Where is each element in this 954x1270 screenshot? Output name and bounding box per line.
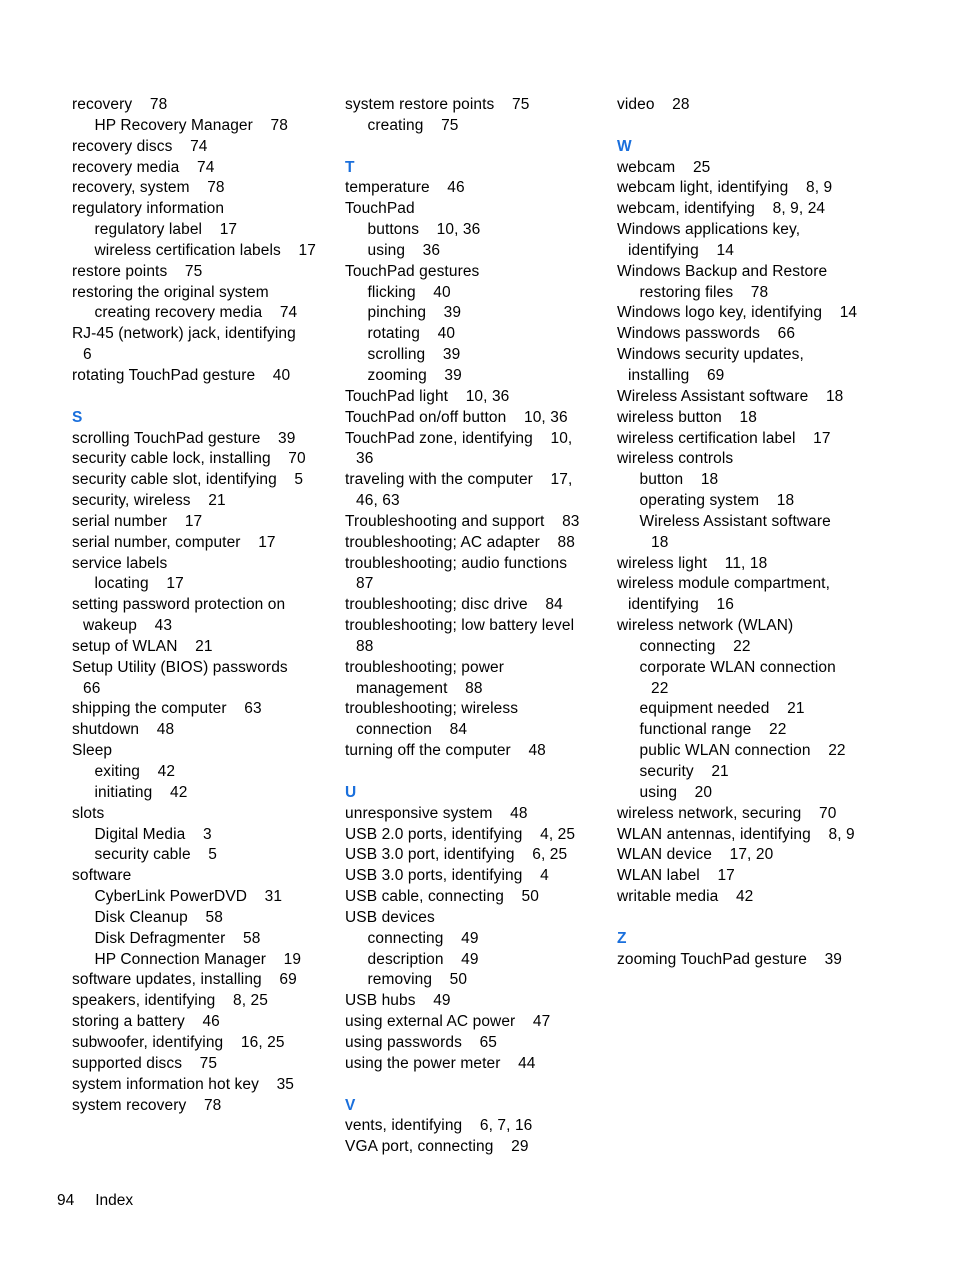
index-subentry: creating 75	[367, 116, 459, 134]
index-entry: shutdown 48	[72, 721, 175, 739]
index-entry: writable media 42	[617, 888, 754, 906]
index-column-1	[72, 95, 337, 1116]
index-entry-continuation: 46, 63	[356, 492, 400, 510]
index-subentry: exiting 42	[94, 763, 176, 780]
index-subentry: rotating 40	[367, 325, 456, 343]
index-subentry: connecting 22	[639, 637, 751, 655]
index-entry: rotating TouchPad gesture 40	[72, 366, 291, 384]
index-entry: Setup Utility (BIOS) passwords	[72, 658, 288, 676]
section-spacer	[617, 116, 882, 137]
footer-section-title: Index	[95, 1192, 134, 1209]
index-entry: wireless network (WLAN)	[617, 617, 794, 635]
index-entry-continuation: management 88	[356, 679, 483, 697]
index-subentry: security cable 5	[94, 846, 218, 864]
index-entry-continuation: wakeup 43	[83, 617, 173, 635]
index-subentry: corporate WLAN connection	[639, 658, 836, 676]
index-entry: using passwords 65	[345, 1033, 498, 1051]
index-entry: wireless module compartment,	[617, 575, 830, 593]
index-entry-continuation: identifying 14	[628, 241, 734, 259]
index-entry: USB hubs 49	[345, 992, 451, 1010]
index-entry: shipping the computer 63	[72, 700, 262, 718]
index-subentry: using 20	[639, 783, 713, 801]
index-entry: Windows Backup and Restore	[617, 262, 828, 280]
index-subentry: Wireless Assistant software	[639, 512, 831, 530]
index-entry: system restore points 75	[345, 96, 530, 113]
index-entry: storing a battery 46	[72, 1013, 220, 1031]
index-entry: restore points 75	[72, 262, 203, 280]
index-entry: wireless light 11, 18	[617, 554, 768, 572]
index-entry: webcam light, identifying 8, 9	[617, 179, 833, 197]
index-entry: Windows passwords 66	[617, 325, 796, 343]
index-entry: system recovery 78	[72, 1096, 222, 1114]
index-subentry: buttons 10, 36	[367, 221, 481, 239]
index-entry: subwoofer, identifying 16, 25	[72, 1033, 285, 1051]
index-entry: recovery discs 74	[72, 137, 208, 155]
index-subentry: operating system 18	[639, 492, 795, 510]
index-column-2	[345, 95, 610, 1158]
index-entry: TouchPad light 10, 36	[345, 387, 510, 405]
index-entry: USB 3.0 ports, identifying 4	[345, 867, 549, 885]
index-subentry: equipment needed 21	[639, 700, 805, 718]
index-subentry: wireless certification labels 17	[94, 241, 316, 259]
index-subentry-continuation: 18	[651, 533, 669, 551]
index-entry: wireless network, securing 70	[617, 804, 837, 822]
index-subentry: description 49	[367, 950, 479, 968]
index-entry: security, wireless 21	[72, 492, 226, 510]
index-subentry: public WLAN connection 22	[639, 742, 846, 760]
index-entry: webcam, identifying 8, 9, 24	[617, 200, 826, 218]
section-spacer	[617, 908, 882, 929]
index-entry: WLAN label 17	[617, 867, 735, 885]
index-entry: USB cable, connecting 50	[345, 888, 539, 906]
index-entry: temperature 46	[345, 179, 465, 197]
index-entry: video 28	[617, 96, 690, 113]
index-entry: troubleshooting; audio functions	[345, 554, 568, 572]
index-entry: restoring the original system	[72, 283, 269, 301]
index-letter-heading: S	[72, 408, 83, 426]
index-entry: troubleshooting; AC adapter 88	[345, 533, 575, 551]
index-subentry: creating recovery media 74	[94, 304, 298, 322]
index-subentry: Digital Media 3	[94, 825, 212, 843]
index-entry: system information hot key 35	[72, 1075, 295, 1093]
index-entry: unresponsive system 48	[345, 804, 528, 822]
index-letter-heading: T	[345, 158, 355, 176]
index-entry-continuation: 87	[356, 575, 374, 593]
index-entry: service labels	[72, 554, 168, 572]
index-subentry: restoring files 78	[639, 283, 769, 301]
index-entry: troubleshooting; low battery level	[345, 617, 575, 635]
index-entry: USB 3.0 port, identifying 6, 25	[345, 846, 568, 864]
index-entry: recovery 78	[72, 96, 168, 113]
index-letter-heading: V	[345, 1096, 356, 1114]
index-entry: serial number, computer 17	[72, 533, 276, 551]
index-entry: Sleep	[72, 742, 113, 760]
index-entry-continuation: identifying 16	[628, 596, 734, 614]
index-entry: using external AC power 47	[345, 1013, 551, 1031]
index-entry: troubleshooting; wireless	[345, 700, 519, 718]
index-subentry: security 21	[639, 763, 729, 780]
index-subentry: Disk Defragmenter 58	[94, 929, 261, 947]
index-subentry: flicking 40	[367, 283, 451, 301]
page-number: 94	[57, 1192, 75, 1209]
index-subentry: zooming 39	[367, 366, 462, 384]
index-entry-continuation: connection 84	[356, 721, 468, 739]
index-entry: Wireless Assistant software 18	[617, 387, 844, 405]
index-entry: scrolling TouchPad gesture 39	[72, 429, 296, 447]
index-entry: setting password protection on	[72, 596, 286, 614]
index-entry: troubleshooting; power	[345, 658, 505, 676]
index-entry: webcam 25	[617, 158, 711, 176]
index-subentry: locating 17	[94, 575, 184, 593]
index-entry: using the power meter 44	[345, 1054, 536, 1072]
index-entry: WLAN device 17, 20	[617, 846, 774, 864]
index-subentry: scrolling 39	[367, 346, 461, 364]
index-entry-continuation: 88	[356, 637, 374, 655]
index-entry: wireless button 18	[617, 408, 757, 426]
index-entry: zooming TouchPad gesture 39	[617, 950, 843, 968]
index-entry-continuation: 36	[356, 450, 374, 468]
index-entry: speakers, identifying 8, 25	[72, 992, 269, 1010]
index-entry: troubleshooting; disc drive 84	[345, 596, 563, 614]
index-subentry: Disk Cleanup 58	[94, 908, 223, 926]
index-entry: slots	[72, 804, 105, 822]
index-entry: Troubleshooting and support 83	[345, 512, 580, 530]
index-entry: software updates, installing 69	[72, 971, 297, 989]
index-entry: traveling with the computer 17,	[345, 471, 573, 489]
index-entry: recovery media 74	[72, 158, 215, 176]
index-subentry-continuation: 22	[651, 679, 669, 697]
index-entry: Windows logo key, identifying 14	[617, 304, 858, 322]
index-subentry: connecting 49	[367, 929, 479, 947]
index-entry: Windows security updates,	[617, 346, 804, 364]
index-entry: vents, identifying 6, 7, 16	[345, 1117, 533, 1135]
index-entry: turning off the computer 48	[345, 742, 546, 760]
index-subentry: HP Connection Manager 19	[94, 950, 302, 968]
index-entry: VGA port, connecting 29	[345, 1138, 529, 1156]
index-entry: software	[72, 867, 132, 885]
index-letter-heading: Z	[617, 929, 627, 947]
index-entry: USB 2.0 ports, identifying 4, 25	[345, 825, 576, 843]
index-entry: security cable lock, installing 70	[72, 450, 306, 468]
index-entry: regulatory information	[72, 200, 225, 218]
index-entry: TouchPad	[345, 200, 415, 218]
index-subentry: CyberLink PowerDVD 31	[94, 888, 283, 906]
section-spacer	[345, 1075, 610, 1096]
index-letter-heading: U	[345, 783, 357, 801]
page-footer	[57, 1190, 133, 1212]
index-entry: recovery, system 78	[72, 179, 225, 197]
index-entry: serial number 17	[72, 512, 203, 530]
index-subentry: regulatory label 17	[94, 221, 238, 239]
index-entry: security cable slot, identifying 5	[72, 471, 304, 489]
index-entry: TouchPad gestures	[345, 262, 480, 280]
index-entry: RJ-45 (network) jack, identifying	[72, 325, 296, 343]
index-subentry: initiating 42	[94, 783, 188, 801]
index-entry: setup of WLAN 21	[72, 637, 213, 655]
index-subentry: HP Recovery Manager 78	[94, 116, 288, 134]
index-entry: wireless certification label 17	[617, 429, 831, 447]
index-subentry: using 36	[367, 241, 441, 259]
index-entry-continuation: 66	[83, 679, 101, 697]
index-subentry: pinching 39	[367, 304, 462, 322]
index-column-3	[617, 95, 882, 970]
index-entry-continuation: installing 69	[628, 366, 725, 384]
index-subentry: removing 50	[367, 971, 468, 989]
index-entry: WLAN antennas, identifying 8, 9	[617, 825, 855, 843]
index-entry-continuation: 6	[83, 346, 92, 364]
section-spacer	[345, 762, 610, 783]
index-subentry: functional range 22	[639, 721, 787, 739]
index-subentry: button 18	[639, 471, 719, 489]
index-entry: supported discs 75	[72, 1054, 218, 1072]
section-spacer	[345, 137, 610, 158]
index-entry: Windows applications key,	[617, 221, 801, 239]
index-entry: wireless controls	[617, 450, 734, 468]
index-entry: TouchPad zone, identifying 10,	[345, 429, 573, 447]
section-spacer	[72, 387, 337, 408]
index-letter-heading: W	[617, 137, 632, 155]
index-entry: USB devices	[345, 908, 435, 926]
index-entry: TouchPad on/off button 10, 36	[345, 408, 568, 426]
